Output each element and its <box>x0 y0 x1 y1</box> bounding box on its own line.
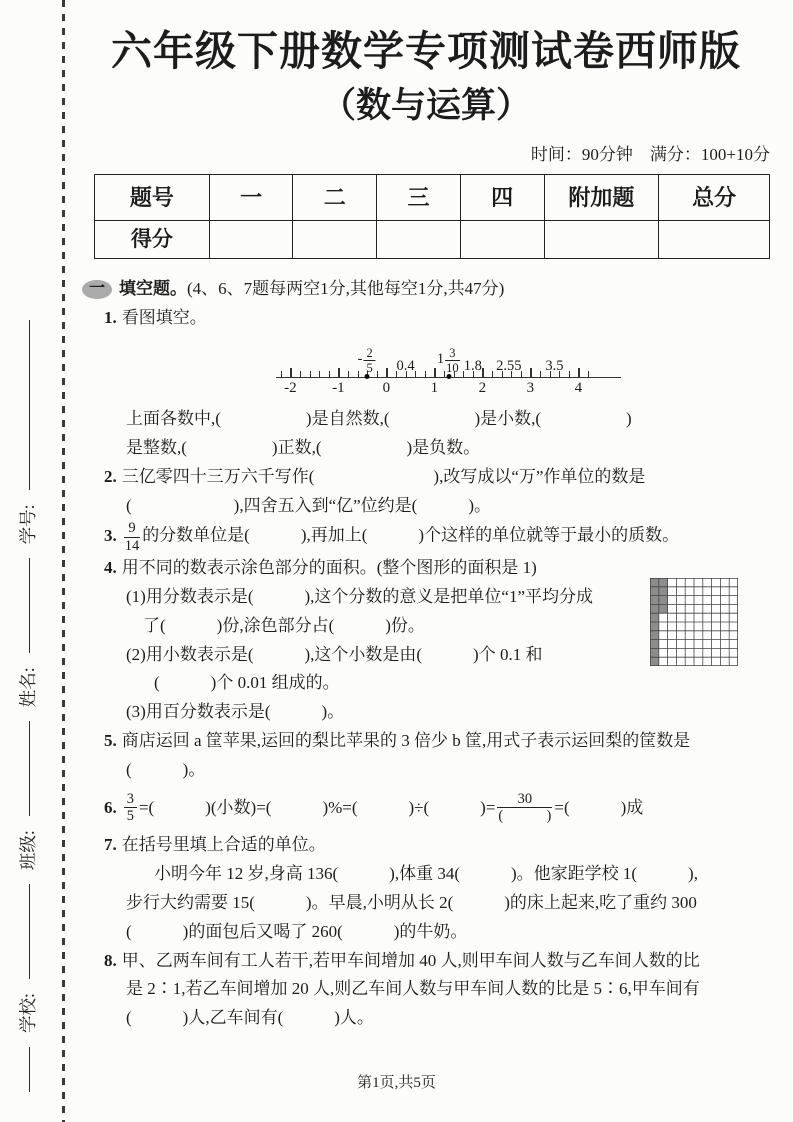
score-table-col-0: 题号 <box>95 175 210 221</box>
question-2-line-1 <box>104 463 772 492</box>
question-8-number: 8. <box>104 950 117 970</box>
number-line-axis-label: 2 <box>478 379 487 396</box>
question-1-line-1: 上面各数中,( )是自然数,( )是小数,( ) <box>126 408 632 428</box>
hundred-grid-svg <box>650 578 738 666</box>
question-2-line-2: ( ),四舍五入到“亿”位约是( )。 <box>126 495 491 515</box>
question-8-line-3: ( )人,乙车间有( )人。 <box>126 1008 374 1028</box>
question-8 <box>104 947 772 1034</box>
fraction-9-14: $\frac{9}{14}$ <box>124 520 140 554</box>
number-line-tick <box>377 371 378 377</box>
question-8-text-1: 甲、乙两车间有工人若干,若甲车间增加 40 人,则甲车间人数与乙车间人数的比 <box>121 950 700 970</box>
question-5-line-2: ( )。 <box>126 760 206 780</box>
question-6-line <box>104 785 772 831</box>
number-line-tick <box>425 371 426 377</box>
number-line-fraction: $\frac{3}{10}$ <box>446 345 459 375</box>
question-6-segment-2: =( )成 <box>554 797 644 817</box>
question-3 <box>104 520 772 553</box>
number-line-tick <box>415 371 416 377</box>
number-line-tick <box>329 371 330 377</box>
name-label: 姓名: <box>18 667 39 708</box>
section-one-title: 填空题。 <box>119 279 187 299</box>
number-line-tick <box>310 371 311 377</box>
number-line-dot <box>446 374 451 379</box>
fraction-30-blank: $\frac{30}{( )}$ <box>498 791 552 825</box>
score-table-header-row <box>95 175 770 221</box>
question-3-line <box>104 520 772 553</box>
question-2-text-1: 三亿零四十三万六千写作( ),改写成以“万”作单位的数是 <box>121 466 646 486</box>
score-table-col-1: 一 <box>209 175 293 221</box>
hundred-grid-figure <box>650 578 738 676</box>
score-table-col-2: 二 <box>293 175 377 221</box>
score-cell-2 <box>293 221 377 259</box>
question-4-number: 4. <box>104 557 117 577</box>
number-line-point-label: - $\frac{2}{5}$ <box>358 346 377 375</box>
number-line-axis-label: -1 <box>332 379 345 396</box>
number-line-axis-label: 1 <box>430 379 439 396</box>
fraction-3-5: $\frac{3}{5}$ <box>124 791 137 824</box>
question-1-number: 1. <box>104 308 117 328</box>
question-1-line-2: 是整数,( )正数,( )是负数。 <box>126 437 481 457</box>
score-cell-6 <box>659 221 770 259</box>
question-4-sub3: (3)用百分数表示是( )。 <box>126 702 345 722</box>
number-line-axis-label: -2 <box>284 379 297 396</box>
question-7-line-2: 步行大约需要 15( )。早晨,小明从长 2( )的床上起来,吃了重约 300 <box>126 892 697 912</box>
student-id-label: 学号: <box>18 504 39 545</box>
question-7-number: 7. <box>104 834 117 854</box>
question-2-number: 2. <box>104 466 117 486</box>
binding-dashed-line <box>62 0 65 1122</box>
question-1 <box>104 304 772 463</box>
question-4 <box>104 554 772 727</box>
question-6-number: 6. <box>104 797 117 817</box>
number-line-tick <box>540 371 541 377</box>
question-7-line-3: ( )的面包后又喝了 260( )的牛奶。 <box>126 921 468 941</box>
number-line-point-label: 2.55 <box>496 357 522 374</box>
score-table-col-4: 四 <box>460 175 544 221</box>
section-one-note: (4、6、7题每两空1分,其他每空1分,共47分) <box>187 279 505 299</box>
class-blank-line <box>29 721 30 816</box>
score-table-score-row <box>95 221 770 259</box>
question-5-line-1 <box>104 727 772 756</box>
question-4-title: 用不同的数表示涂色部分的面积。(整个图形的面积是 1) <box>121 557 537 577</box>
number-line-axis-label: 3 <box>526 379 535 396</box>
question-7-title: 在括号里填上合适的单位。 <box>121 834 326 854</box>
page-footer: 第1页,共5页 <box>357 1074 436 1091</box>
question-4-sub2-line-2: ( )个 0.01 组成的。 <box>154 673 340 693</box>
question-1-heading <box>104 304 772 333</box>
score-table-col-5: 附加题 <box>544 175 659 221</box>
number-line-tick <box>588 371 589 377</box>
score-cell-5 <box>544 221 659 259</box>
paper-title: 六年级下册数学专项测试卷西师版 <box>111 28 741 74</box>
number-line-tick <box>434 368 435 377</box>
question-4-sub1-line-1: (1)用分数表示是( ),这个分数的意义是把单位“1”平均分成 <box>126 586 593 606</box>
section-one-header <box>82 275 772 304</box>
question-2 <box>104 463 772 521</box>
paper-content <box>80 0 772 1033</box>
number-line-point-label: 3.5 <box>545 357 564 374</box>
number-line-tick <box>338 368 339 377</box>
question-5-number: 5. <box>104 731 117 751</box>
question-5-text-1: 商店运回 a 筐苹果,运回的梨比苹果的 3 倍少 b 筐,用式子表示运回梨的筐数是 <box>121 731 691 751</box>
question-4-sub1-line-2: 了( )份,涂色部分占( )份。 <box>143 615 425 635</box>
number-line-tick <box>578 368 579 377</box>
number-line-tick <box>281 371 282 377</box>
question-8-line-1 <box>104 947 772 976</box>
margin-strip <box>16 85 42 1092</box>
number-line-point-label: 1 $\frac{3}{10}$ <box>436 345 459 375</box>
number-line-figure <box>276 337 621 403</box>
score-table-col-6: 总分 <box>659 175 770 221</box>
number-line-tick <box>319 371 320 377</box>
paper-subtitle: （数与运算） <box>320 86 531 126</box>
score-cell-4 <box>460 221 544 259</box>
number-line-dot <box>365 374 370 379</box>
number-line-fraction: $\frac{2}{5}$ <box>363 346 375 375</box>
number-line-axis-label: 0 <box>382 379 391 396</box>
question-1-title: 看图填空。 <box>121 308 207 328</box>
question-3-text: 的分数单位是( ),再加上( )个这样的单位就等于最小的质数。 <box>142 526 680 546</box>
question-7 <box>104 831 772 947</box>
number-line-tick <box>290 368 291 377</box>
section-one-badge: 一 <box>82 280 112 299</box>
question-4-sub2-line-1: (2)用小数表示是( ),这个小数是由( )个 0.1 和 <box>126 644 543 664</box>
score-cell-1 <box>209 221 293 259</box>
number-line-tick <box>386 368 387 377</box>
number-line-tick <box>492 371 493 377</box>
question-5 <box>104 727 772 785</box>
school-blank-line <box>29 884 30 979</box>
score-table-col-3: 三 <box>377 175 461 221</box>
number-line-tick <box>348 371 349 377</box>
question-7-heading <box>104 831 772 860</box>
question-6 <box>104 785 772 831</box>
number-line-point-label: 1.8 <box>463 357 482 374</box>
score-cell-3 <box>377 221 461 259</box>
question-3-number: 3. <box>104 526 117 546</box>
student-id-blank-line <box>29 321 30 491</box>
number-line-tick <box>569 371 570 377</box>
question-8-line-2: 是 2∶1,若乙车间增加 20 人,则乙车间人数与甲车间人数的比是 5∶6,甲车间有 <box>126 979 700 999</box>
question-7-line-1: 小明今年 12 岁,身高 136( ),体重 34( )。他家距学校 1( ), <box>154 863 698 883</box>
number-line-tick <box>482 368 483 377</box>
name-blank-line <box>29 558 30 653</box>
question-6-segment-1: =( )(小数)=( )%=( )÷( )= <box>138 797 496 817</box>
score-table <box>94 174 770 259</box>
number-line-axis-label: 4 <box>574 379 583 396</box>
exam-time-score-meta: 时间：90分钟 满分：100+10分 <box>530 145 770 165</box>
number-line-tick <box>530 368 531 377</box>
school-label: 学校: <box>18 993 39 1033</box>
class-label: 班级: <box>18 830 39 871</box>
score-row-label: 得分 <box>95 221 210 259</box>
number-line-tick <box>300 371 301 377</box>
number-line-point-label: 0.4 <box>396 357 415 374</box>
